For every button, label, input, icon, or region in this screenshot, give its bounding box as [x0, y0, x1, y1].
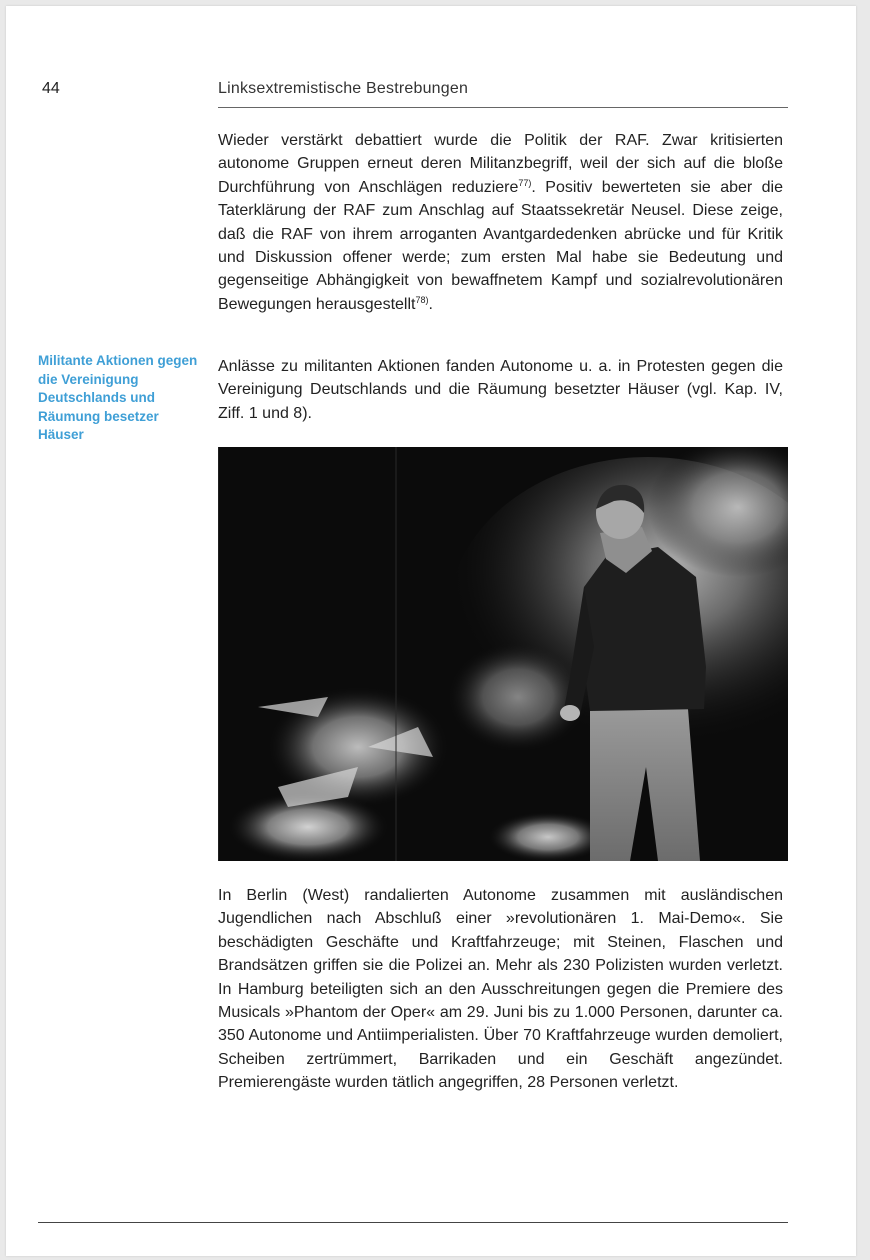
footnote-ref-77: 77): [518, 177, 532, 188]
paragraph-militant-actions: Anlässe zu militanten Aktionen fanden Autonome u. a. in Protesten gegen die Vereinigung Deutschlands und die Räumung besetzter Häuser (vgl. Kap. IV, Ziff. 1 und 8).: [218, 358, 783, 422]
paragraph-raf-debate: [218, 129, 783, 316]
paragraph-1-text-c: .: [428, 295, 433, 313]
footer-rule: [38, 1222, 788, 1223]
paragraph-riots: In Berlin (West) randalierten Autonome zusammen mit ausländischen Jugendlichen nach Abschluß einer »revolutionären 1. Mai-Demo«. Sie beschädigten Geschäfte und Kraftfahrzeuge; mit Steinen, Flaschen und Brandsätzen griffen sie die Polizei an. Mehr als 230 Polizisten wurden verletzt. In Hamburg beteiligten sich an den Ausschreitungen gegen die Premiere des Musicals »Phantom der Oper« am 29. Juni bis zu 1.000 Personen, darunter ca. 350 Autonome und Antiimperialisten. Über 70 Kraftfahrzeuge wurden demoliert, Scheiben zertrümmert, Barrikaden und ein Geschäft angezündet. Premierengäste wurden tätlich angegriffen, 28 Personen verletzt.: [218, 887, 783, 1092]
sweater: [580, 547, 706, 711]
footnote-ref-78: 78): [415, 294, 429, 305]
document-page: [6, 6, 856, 1256]
riot-photo: [218, 447, 788, 861]
header-rule: [218, 107, 788, 108]
page-number: 44: [42, 80, 60, 97]
paragraph-1-text-a: Wieder verstärkt debattiert wurde die Politik der RAF. Zwar kritisierten autonome Gruppen erneut deren Militanzbegriff, weil der sich auf die bloße Durchführung von Anschlägen reduziere: [218, 132, 783, 196]
hand: [560, 705, 580, 721]
paragraph-1-text-b: . Positiv bewerteten sie aber die Taterklärung der RAF zum Anschlag auf Staatssekretär Neusel. Diese zeige, daß die RAF von ihrem arroganten Avantgardedenken abrücke und für Kritik und Diskussion offener werde; zum ersten Mal habe sie Bedeutung und gegenseitige Abhängigkeit von bewaffnetem Kampf und sozialrevolutionären Bewegungen herausgestellt: [218, 178, 784, 313]
running-title: Linksextremistische Bestrebungen: [218, 80, 469, 97]
margin-note: Militante Aktionen gegen die Vereinigung Deutschlands und Räumung besetzer Häuser: [38, 353, 198, 443]
